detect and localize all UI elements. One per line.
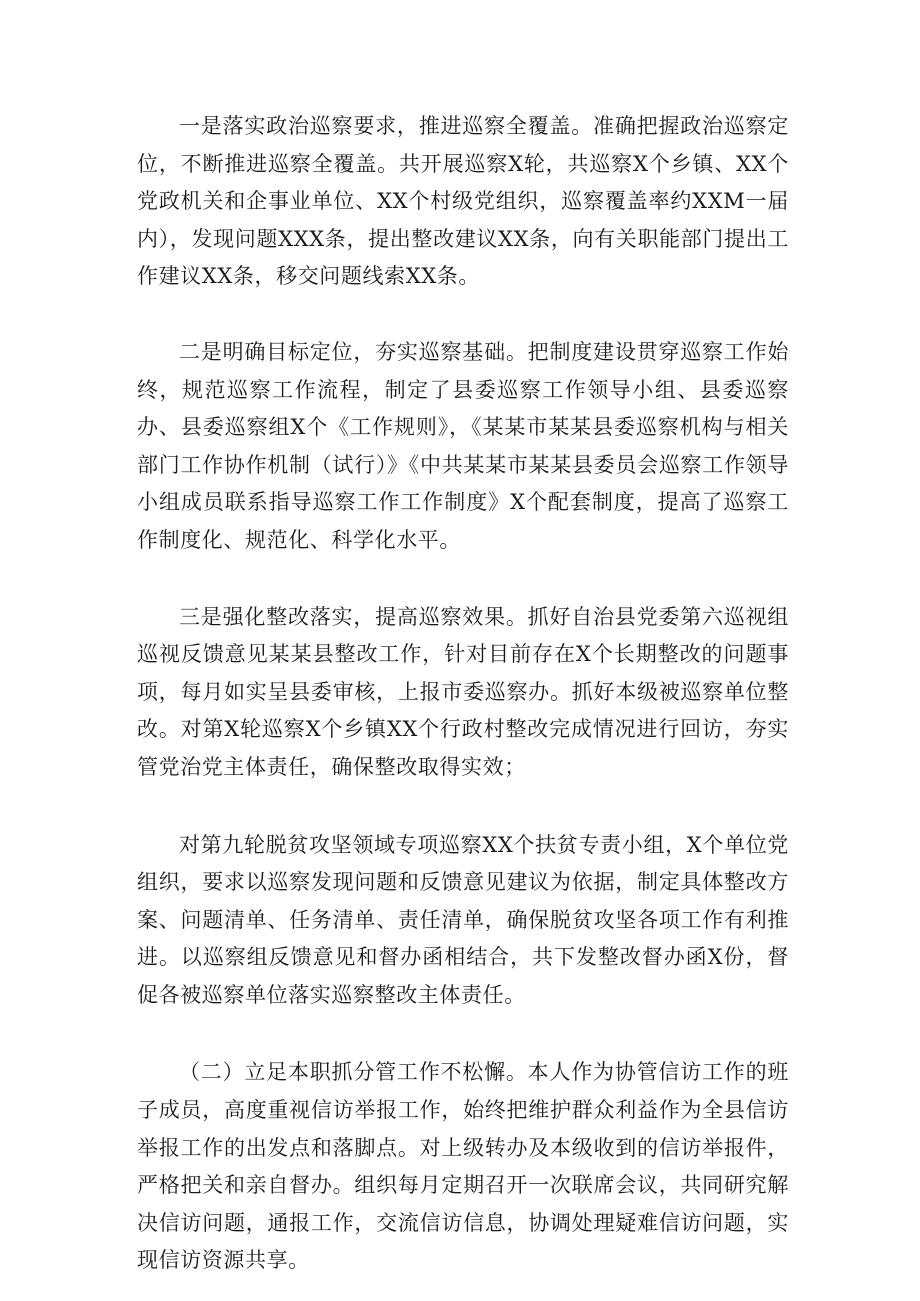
paragraph-poverty-inspection: 对第九轮脱贫攻坚领域专项巡察XX个扶贫专责小组，X个单位党组织，要求以巡察发现问题和反馈意见建议为依据，制定具体整改方案、问题清单、任务清单、责任清单，确保脱贫攻坚各项工作有利推进。以巡察组反馈意见和督办函相结合，共下发整改督办函X份，督促各被巡察单位落实巡察整改主体责任。 — [137, 832, 789, 1007]
document-body — [137, 108, 789, 1280]
paragraph-inspection-system: 二是明确目标定位，夯实巡察基础。把制度建设贯穿巡察工作始终，规范巡察工作流程，制定了县委巡察工作领导小组、县委巡察办、县委巡察组X个《工作规则》，《某某市某某县委巡察机构与相关部门工作协作机制（试行）》《中共某某市某某县委员会巡察工作领导小组成员联系指导巡察工作工作制度》X个配套制度，提高了巡察工作制度化、规范化、科学化水平。 — [137, 339, 789, 552]
paragraph-petition-work: （二）立足本职抓分管工作不松懈。本人作为协管信访工作的班子成员，高度重视信访举报工作，始终把维护群众利益作为全县信访举报工作的出发点和落脚点。对上级转办及本级收到的信访举报件，严格把关和亲自督办。组织每月定期召开一次联席会议，共同研究解决信访问题，通报工作，交流信访信息，协调处理疑难信访问题，实现信访资源共享。 — [137, 1060, 789, 1273]
paragraph-rectification: 三是强化整改落实，提高巡察效果。抓好自治县党委第六巡视组巡视反馈意见某某县整改工作，针对目前存在X个长期整改的问题事项，每月如实呈县委审核，上报市委巡察办。抓好本级被巡察单位整改。对第X轮巡察X个乡镇XX个行政村整改完成情况进行回访，夯实管党治党主体责任，确保整改取得实效； — [137, 604, 789, 779]
paragraph-inspection-coverage: 一是落实政治巡察要求，推进巡察全覆盖。准确把握政治巡察定位，不断推进巡察全覆盖。共开展巡察X轮，共巡察X个乡镇、XX个党政机关和企事业单位、XX个村级党组织，巡察覆盖率约XXM一届内），发现问题XXX条，提出整改建议XX条，向有关职能部门提出工作建议XX条，移交问题线索XX条。 — [137, 114, 789, 289]
